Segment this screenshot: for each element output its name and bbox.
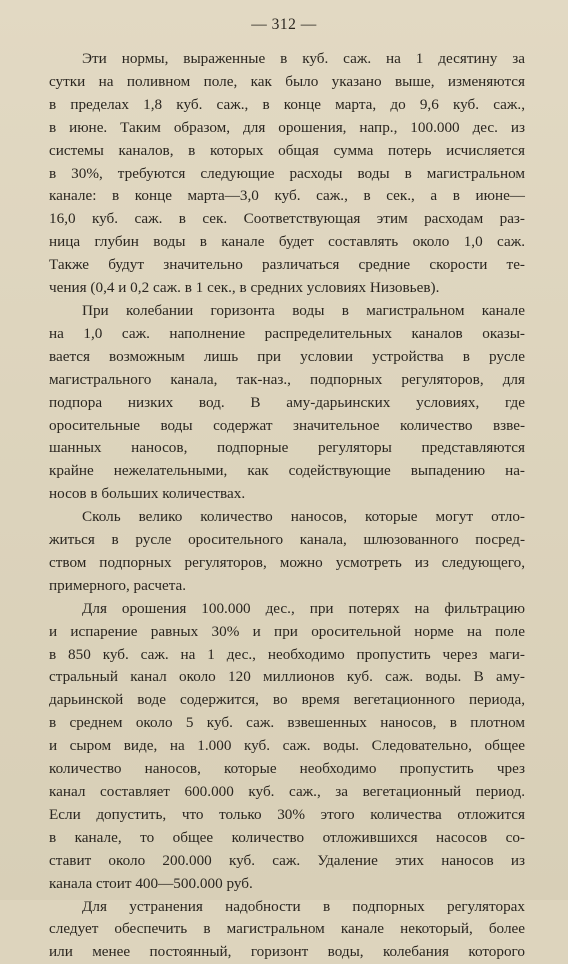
text-line: вается возможным лишь при условии устройства в русле <box>49 347 525 365</box>
text-line: оросительные воды содержат значительное количество взве- <box>49 416 525 434</box>
paragraph <box>49 300 525 506</box>
text-line: в канале, то общее количество отложившихся насосов со- <box>49 828 525 846</box>
text-line: канале: в конце марта—3,0 куб. саж., в сек., а в июне— <box>49 187 525 205</box>
text-line: сутки на поливном поле, как было указано выше, изменяются <box>49 72 525 90</box>
text-line: крайне нежелательными, как содействующие выпадению на- <box>49 462 525 480</box>
page-number: — 312 — <box>251 16 317 33</box>
text-line: количество наносов, которые необходимо пропустить чрез <box>49 760 525 778</box>
text-line: Для орошения 100.000 дес., при потерях на фильтрацию <box>82 599 525 617</box>
text-line: Сколь велико количество наносов, которые могут отло- <box>82 508 525 526</box>
text-line: При колебании горизонта воды в магистральном канале <box>82 301 525 319</box>
text-line: дарьинской воде содержится, во время вегетационного периода, <box>49 691 525 709</box>
body-text <box>49 48 525 964</box>
text-line: и испарение равных 30% и при оросительной норме на поле <box>49 622 525 640</box>
text-line: подпора низких вод. В аму-дарьинских условиях, где <box>49 393 525 411</box>
text-line: системы каналов, в которых общая сумма потерь исчисляется <box>49 141 525 159</box>
text-line: и сыром виде, на 1.000 куб. саж. воды. Следовательно, общее <box>49 737 525 755</box>
text-line: Если допустить, что только 30% этого количества отложится <box>49 805 525 823</box>
text-line: житься в русле оросительного канала, шлюзованного посред- <box>49 531 525 549</box>
paragraph <box>49 896 525 964</box>
text-line: магистрального канала, так-наз., подпорных регуляторов, для <box>49 370 525 388</box>
text-line: в среднем около 5 куб. саж. взвешенных наносов, в плотном <box>49 714 525 732</box>
text-line: канал составляет 600.000 куб. саж., за вегетационный период. <box>49 783 525 800</box>
text-line: чения (0,4 и 0,2 саж. в 1 сек., в средних условиях Низовьев). <box>49 279 440 297</box>
text-line: стральный канал около 120 миллионов куб. саж. воды. В аму- <box>49 668 525 686</box>
text-line: ставит около 200.000 куб. саж. Удаление этих наносов из <box>49 851 525 869</box>
text-line: следует обеспечить в магистральном канале некоторый, более <box>49 920 525 938</box>
text-line: в пределах 1,8 куб. саж., в конце марта, до 9,6 куб. саж., <box>49 95 525 113</box>
text-line: Для устранения надобности в подпорных регуляторах <box>82 897 525 915</box>
text-line: Также будут значительно различаться средние скорости те- <box>49 256 525 274</box>
paragraph <box>49 506 525 598</box>
text-line: ством подпорных регуляторов, можно усмотреть из следующего, <box>49 553 525 571</box>
text-line: Эти нормы, выраженные в куб. саж. на 1 десятину за <box>82 50 525 67</box>
text-line: примерного, расчета. <box>49 576 187 594</box>
text-line: на 1,0 саж. наполнение распределительных каналов оказы- <box>49 324 525 342</box>
text-line: 16,0 куб. саж. в сек. Соответствующая этим расходам раз- <box>49 210 525 228</box>
text-line: в июне. Таким образом, для орошения, напр., 100.000 дес. из <box>49 118 525 136</box>
text-line: в 30%, требуются следующие расходы воды в магистральном <box>49 164 525 182</box>
text-line: ница глубин воды в канале будет составлять около 1,0 саж. <box>49 233 525 251</box>
text-line: в 850 куб. саж. на 1 дес., необходимо пропустить через маги- <box>49 645 525 663</box>
text-line: шанных наносов, подпорные регуляторы представляются <box>49 439 525 457</box>
paragraph <box>49 598 525 896</box>
text-line: или менее постоянный, горизонт воды, колебания которого <box>49 943 525 961</box>
text-line: носов в больших количествах. <box>49 485 246 503</box>
text-line: канала стоит 400—500.000 руб. <box>49 874 253 892</box>
paragraph <box>49 48 525 300</box>
